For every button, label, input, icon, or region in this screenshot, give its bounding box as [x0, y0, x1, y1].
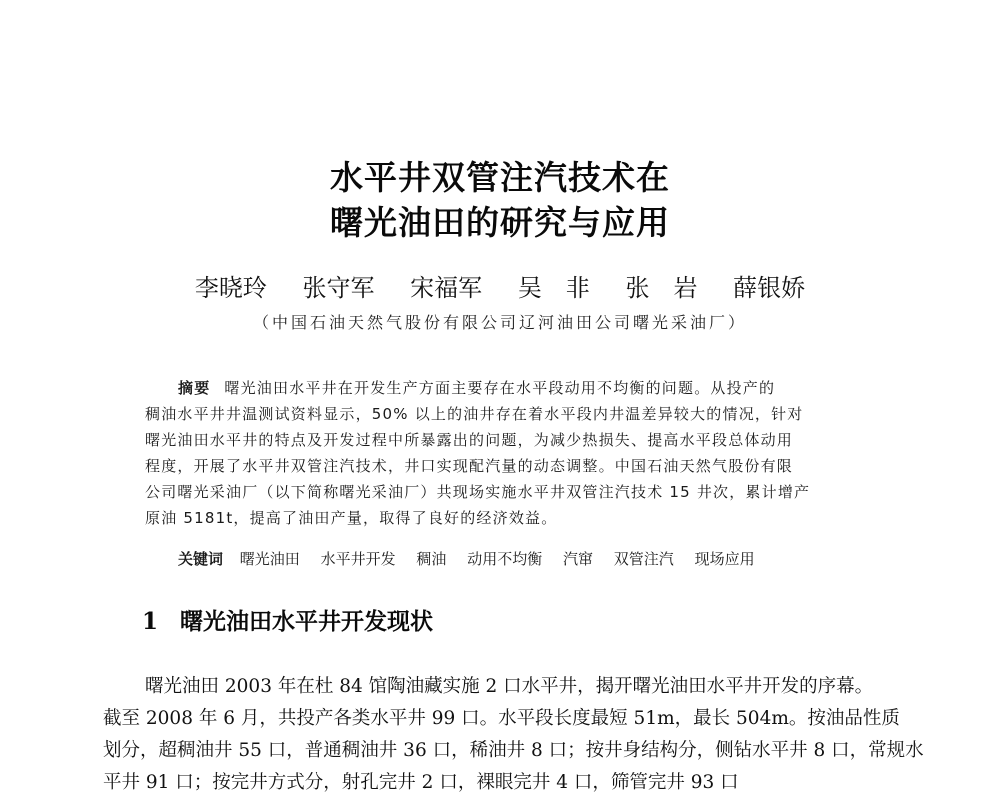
- body-line: 划分，超稠油井 55 口，普通稠油井 36 口，稀油井 8 口；按井身结构分，侧钻水平井 8 口，常规水: [103, 740, 924, 761]
- keywords-label: 关键词: [178, 550, 224, 568]
- keyword: 水平井开发: [320, 550, 396, 568]
- abstract-line: 曙光油田水平井的特点及开发过程中所暴露出的问题，为减少热损失、提高水平段总体动用: [145, 431, 794, 449]
- abstract: [145, 375, 863, 531]
- abstract-line: [145, 375, 863, 401]
- paper-title-line-1: 水平井双管注汽技术在: [330, 158, 670, 197]
- author-affiliation: （中国石油天然气股份有限公司辽河油田公司曙光采油厂）: [252, 313, 747, 332]
- body-line: 曙光油田 2003 年在杜 84 馆陶油藏实施 2 口水平井，揭开曙光油田水平井开发的序幕。: [145, 676, 874, 697]
- body-line-partial: 平井 91 口；按完井方式分，射孔完井 2 口，裸眼完井 4 口，筛管完井 93 口: [103, 772, 739, 793]
- keyword: 汽窜: [562, 550, 593, 568]
- keyword: 曙光油田: [239, 550, 300, 568]
- keyword: 稠油: [416, 550, 447, 568]
- abstract-line: 程度，开展了水平井双管注汽技术，井口实现配汽量的动态调整。中国石油天然气股份有限: [145, 457, 794, 475]
- keyword: 现场应用: [694, 550, 755, 568]
- section-title: 曙光油田水平井开发现状: [180, 609, 434, 635]
- section-heading: [142, 604, 433, 640]
- keyword: 双管注汽: [613, 550, 674, 568]
- author-list: [0, 272, 1000, 304]
- abstract-line: 原油 5181t，提高了油田产量，取得了良好的经济效益。: [145, 509, 558, 527]
- paper-title-line-2: 曙光油田的研究与应用: [330, 203, 670, 242]
- author: 张 岩: [625, 274, 698, 302]
- abstract-line: 稠油水平井井温测试资料显示，50% 以上的油井存在着水平段内井温差异较大的情况，针对: [145, 405, 804, 423]
- abstract-label: 摘要: [178, 379, 211, 397]
- keywords: [178, 546, 771, 572]
- author: 张守军: [302, 274, 375, 302]
- author: 薛银娇: [733, 274, 806, 302]
- body-line: 截至 2008 年 6 月，共投产各类水平井 99 口。水平段长度最短 51m，最长 504m。按油品性质: [103, 708, 900, 729]
- keyword: 动用不均衡: [467, 550, 543, 568]
- author: 李晓玲: [194, 274, 267, 302]
- section-number: 1: [142, 608, 159, 635]
- abstract-line: 公司曙光采油厂（以下简称曙光采油厂）共现场实施水平井双管注汽技术 15 井次，累计增产: [145, 483, 811, 501]
- section-body: [103, 671, 924, 793]
- author: 吴 非: [517, 274, 590, 302]
- abstract-text: 曙光油田水平井在开发生产方面主要存在水平段动用不均衡的问题。从投产的: [224, 379, 776, 397]
- author: 宋福军: [410, 274, 483, 302]
